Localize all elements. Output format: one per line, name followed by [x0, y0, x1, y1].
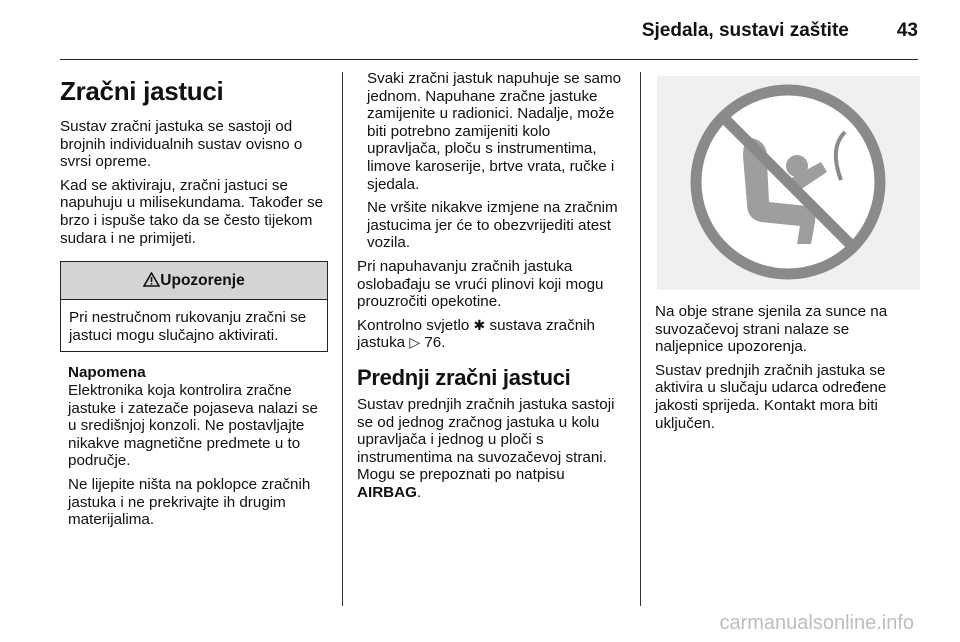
note-title: Napomena [68, 364, 146, 382]
note-block [60, 364, 328, 528]
header-title: Sjedala, sustavi zaštite [641, 20, 849, 41]
airbag-lamp-icon: ✱ [473, 316, 486, 333]
section-heading-front-airbags: Prednji zračni jastuci [357, 364, 571, 390]
paragraph: Kad se aktiviraju, zračni jastuci se napuhuju u milisekundama. Također se brzo i ispuše tako da se često tijekom sudara i ne primijeti. [60, 176, 324, 247]
text-span: sustava zračnih jastuka [357, 316, 595, 352]
column-divider-2 [640, 72, 641, 606]
column-2 [357, 70, 625, 507]
warning-triangle-icon [143, 272, 160, 287]
airbag-warning-image [657, 76, 920, 290]
warning-text: Pri nestručnom rukovanju zračni se jastuci mogu slučajno aktivirati. [69, 309, 307, 344]
paragraph: Sustav prednjih zračnih jastuka se aktivira u slučaju udarca određene jakosti sprijeda. Kontakt mora biti uključen. [655, 361, 887, 432]
header-divider [60, 59, 918, 60]
paragraph: Ne vršite nikakve izmjene na zračnim jastucima jer će to obezvrijediti atest vozila. [367, 199, 618, 252]
note-paragraph: Ne lijepite ništa na poklopce zračnih jastuka i ne prekrivajte ih drugim materijalima. [68, 475, 311, 529]
column-3 [655, 70, 920, 438]
warning-box [60, 261, 328, 352]
text-span: Kontrolno svjetlo [357, 316, 474, 334]
no-child-seat-airbag-icon [657, 76, 920, 290]
page-ref-arrow-icon: ▷ [409, 334, 421, 351]
indented-block [357, 70, 625, 252]
note-paragraph: Elektronika koja kontrolira zračne jastuke i zatezače pojaseva nalazi se u središnjoj konzoli. Ne postavljajte nikakve magnetične predmete u to područje. [68, 381, 318, 470]
page-number: 43 [896, 20, 918, 41]
warning-header [61, 262, 327, 300]
paragraph: Sustav zračni jastuka se sastoji od brojnih individualnih sustav ovisno o svrsi opreme. [60, 118, 303, 171]
airbag-label: AIRBAG [357, 483, 417, 501]
watermark: carmanualsonline.info [719, 612, 914, 634]
paragraph: Pri napuhavanju zračnih jastuka oslobađaju se vrući plinovi koji mogu prouzročiti opekotine. [357, 257, 604, 311]
page-reference[interactable]: 76. [420, 334, 446, 352]
column-1 [60, 70, 328, 535]
section-heading-airbags: Zračni jastuci [60, 76, 224, 106]
paragraph [357, 396, 625, 502]
text-span: Sustav prednjih zračnih jastuka sastoji se od jednog zračnog jastuka u kolu upravljača i jednog u ploči s instrumentima na suvozačevoj strani. Mogu se prepoznati po natpisu [357, 395, 615, 484]
paragraph: Svaki zračni jastuk napuhuje se samo jednom. Napuhane zračne jastuke zamijenite u radionici. Nadalje, može biti potrebno zamijeniti kolo upravljača, ploču s instrumentima, limove karoserije, brtve vrata, ručke i sjedala. [367, 70, 622, 193]
paragraph-warning-lamp [357, 317, 625, 352]
warning-title: Upozorenje [160, 272, 245, 290]
column-divider-1 [342, 72, 343, 606]
paragraph: Na obje strane sjenila za sunce na suvozačevoj strani nalaze se naljepnice upozorenja. [655, 303, 888, 356]
text-span: . [416, 483, 422, 501]
page-header [642, 20, 918, 42]
